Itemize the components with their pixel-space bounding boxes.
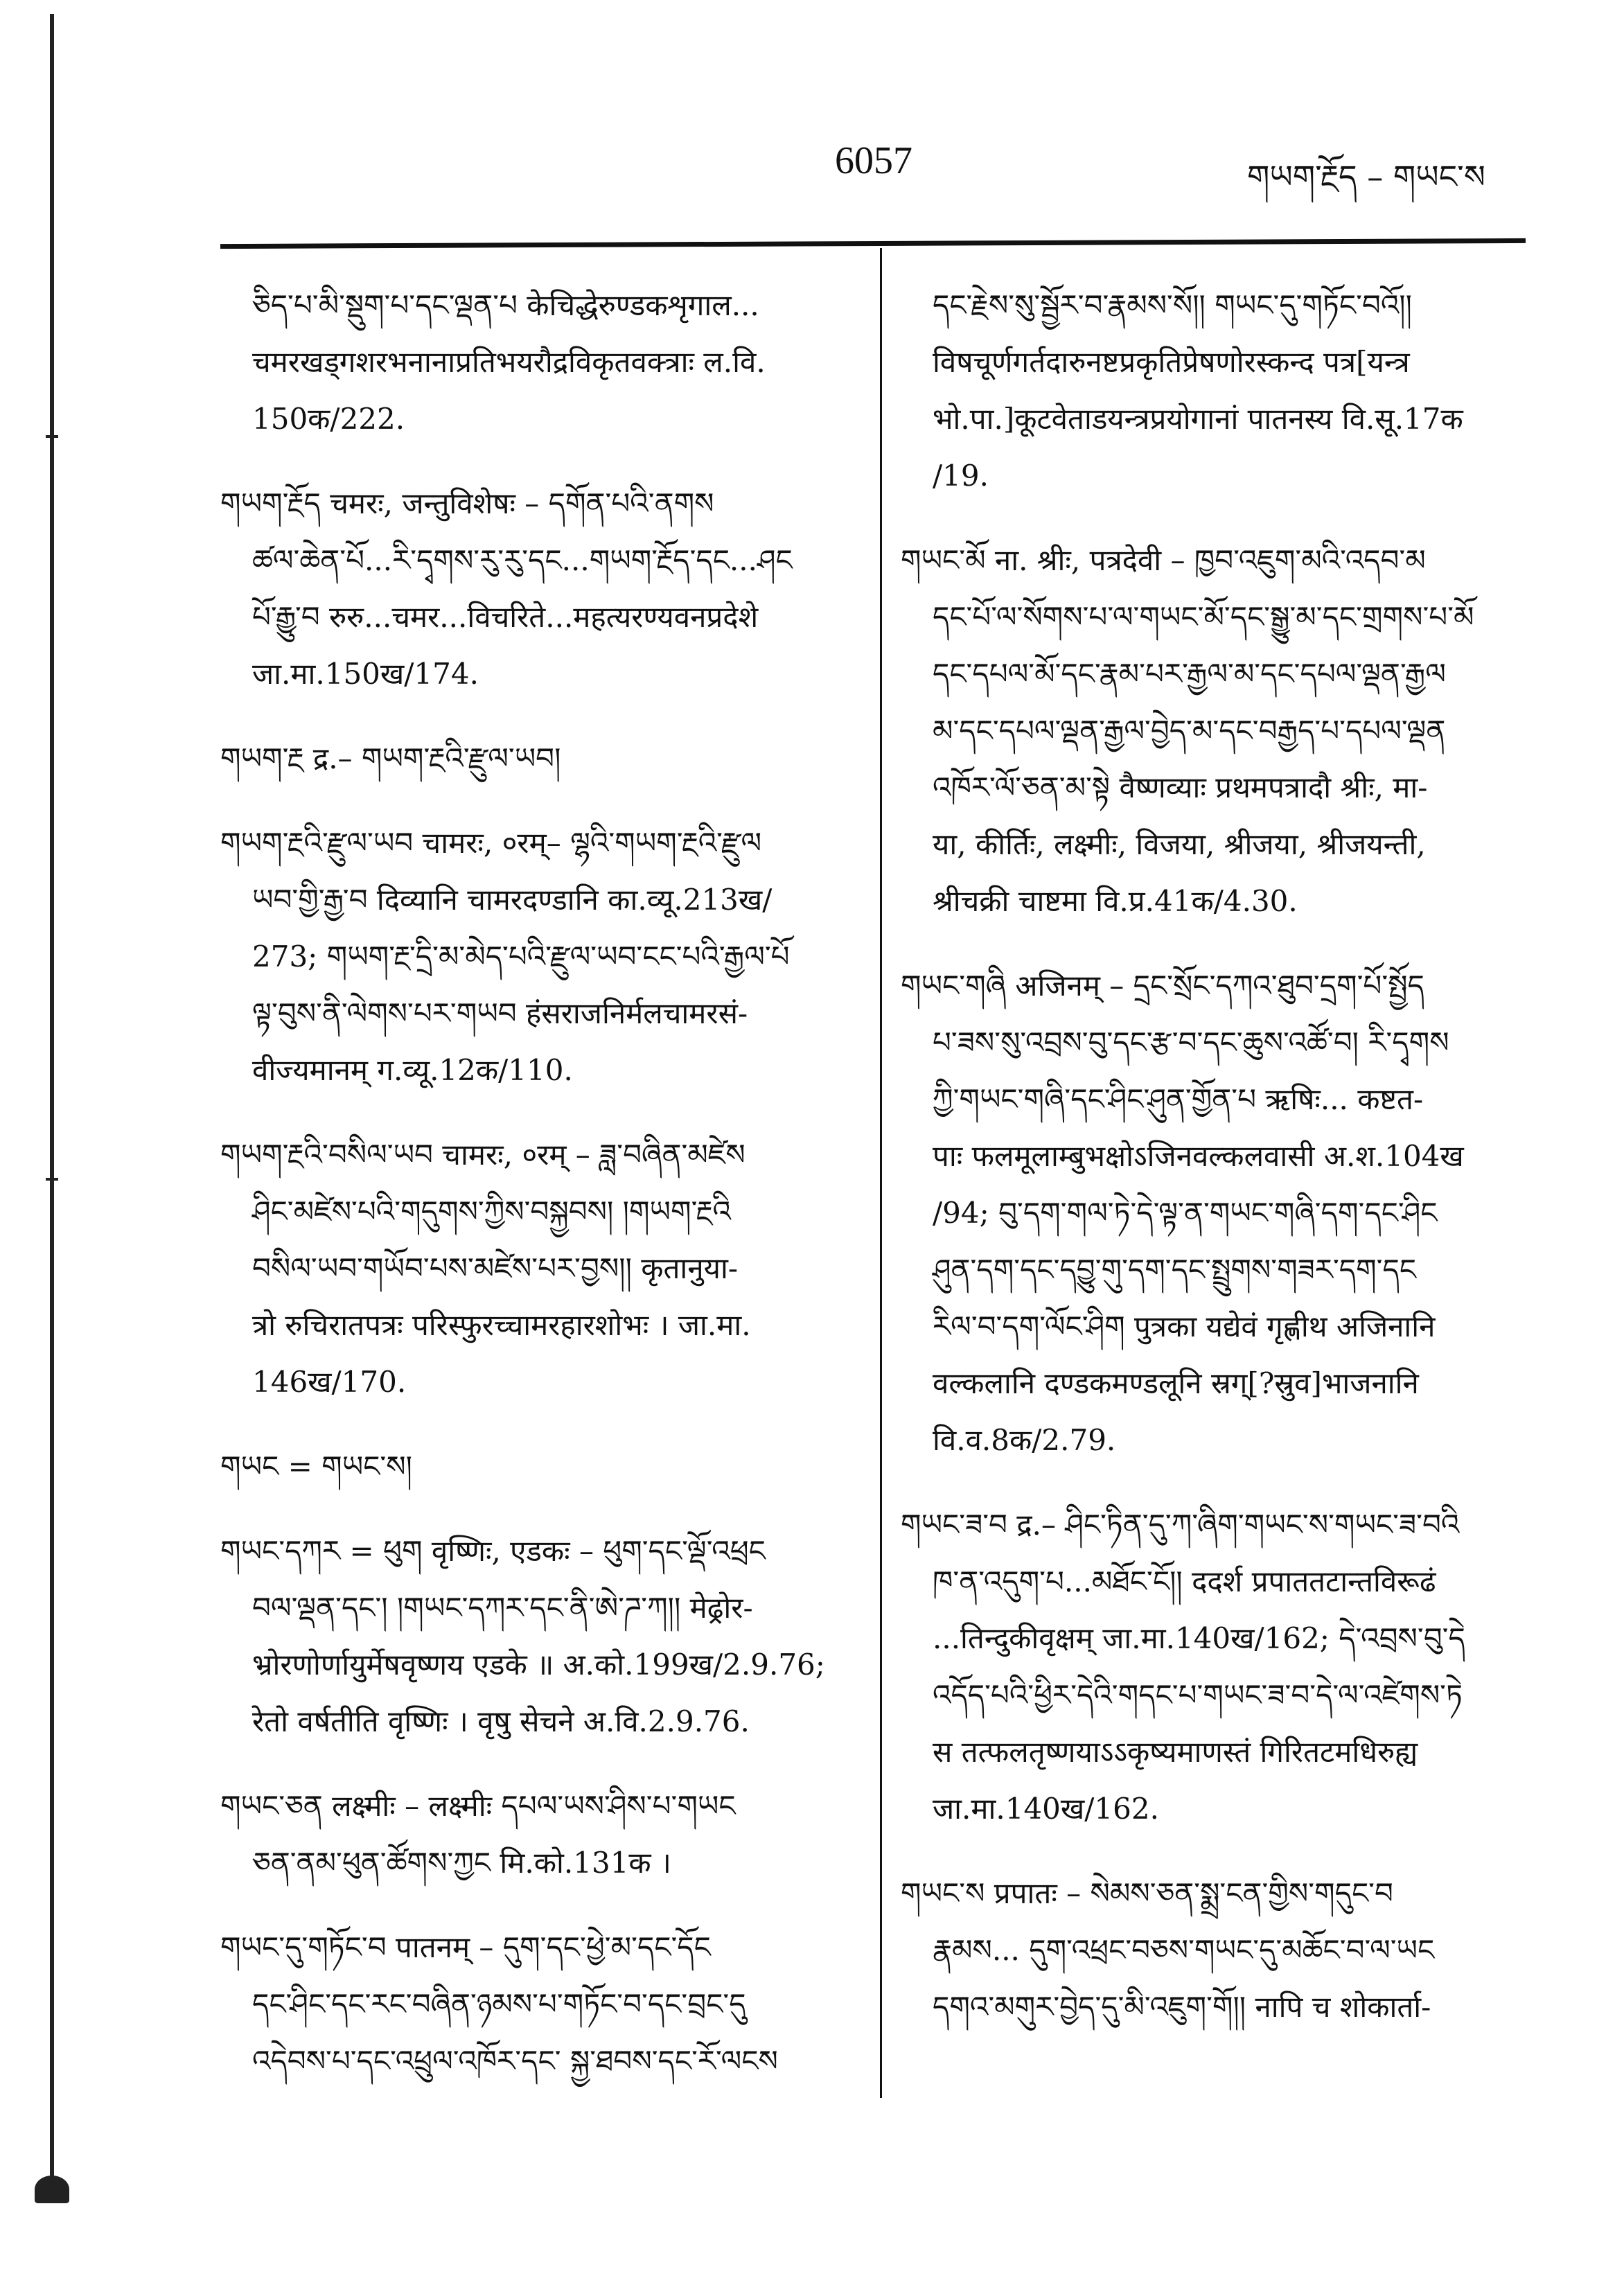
entry-headword-line: གཡག་རྔོད चमरः, जन्तुविशेषः – དགོན་པའི་ནགས [220, 486, 714, 520]
entry-text-line: རྣམས... དུག་འཕྲང་བཅས་གཡང་དུ་མཆོང་བ་ལ་ཡང [933, 1933, 1435, 1967]
entry-text-line: भ्रोरणोर्णायुर्मेषवृष्णय एडके ॥ अ.को.199ख/2.9.76; [252, 1648, 825, 1682]
dictionary-entry [220, 1523, 865, 1750]
entry-text-line: वीज्यमानम् ग.व्यू.12क/110. [252, 1053, 573, 1087]
entry-headword-line: གཡང་ཅན लक्ष्मीः – लक्ष्मीः དཔལ་ཡས་ཤིས་པ་གཡང [220, 1789, 736, 1823]
entry-text-line: དང་པོ་ལ་སོགས་པ་ལ་གཡང་མོ་དང་སྒྱུ་མ་དང་གྲགས་པ་མོ [933, 600, 1474, 634]
entry-text-line: 146ख/170. [252, 1365, 407, 1399]
entry-text-line: པོ་རྒྱུ་བ रुरु...चमर...विचरिते...महत्यरण्यवनप्रदेशे [252, 600, 759, 634]
entry-text-line: 150क/222. [252, 402, 405, 436]
running-head: གཡག་རྔོད – གཡང་ས [1247, 158, 1485, 195]
entry-headword-line: གཡག་རྔའི་རྫུལ་ཡབ चामरः, ०रम्– ལྷའི་གཡག་རྔའི་རྫུལ [220, 826, 762, 860]
entry-text-line: ལྟ་བུས་ནི་ལེགས་པར་གཡབ हंसराजनिर्मलचामरसं- [252, 996, 748, 1030]
entry-text-line: या, कीर्तिः, लक्ष्मीः, विजया, श्रीजया, श्रीजयन्ती, [933, 827, 1426, 861]
entry-text-line: /94; བུ་དག་གལ་ཏེ་དེ་ལྟ་ན་གཡང་གཞི་དག་དང་ཤིང [933, 1196, 1438, 1230]
dictionary-entry [901, 1865, 1531, 2036]
entry-headword-line: གཡག་རྔ द्र.– གཡག་རྔའི་རྫུལ་ཡབ། [220, 741, 561, 775]
entry-text-line: དང་རྗེས་སུ་སྦྱོར་བ་རྣམས་སོ།། གཡང་དུ་གཏོང་བའོ།། [933, 288, 1412, 322]
entry-text-line: 273; གཡག་རྔ་དྲི་མ་མེད་པའི་རྫུལ་ཡབ་ངང་པའི་རྒྱལ་པོ [252, 939, 790, 973]
entry-headword-line: གཡག་རྔའི་བསིལ་ཡབ चामरः, ०रम् – ཟླ་བཞིན་མཛེས [220, 1138, 745, 1172]
entry-text-line: श्रीचक्री चाष्टमा वि.प्र.41क/4.30. [933, 884, 1298, 918]
entry-text-line: ཅིད་པ་མི་སྡུག་པ་དང་ལྡན་པ केचिद्धेरुण्डकशृगाल... [252, 288, 759, 322]
entry-text-line: वल्कलानि दण्डकमण्डलूनि स्रग्[?स्रुव]भाजनानि [933, 1366, 1419, 1400]
entry-text-line: དགའ་མགུར་བྱེད་དུ་མི་འཇུག་གོ།། नापि च शोकार्ता- [933, 1990, 1431, 2024]
margin-tick [46, 435, 58, 438]
entry-headword-line: གཡང = གཡང་ས། [220, 1449, 412, 1483]
entry-text-line: रेतो वर्षतीति वृष्णिः । वृषु सेचने अ.वि.2.9.76. [252, 1704, 750, 1738]
binding-margin-end [35, 2176, 69, 2203]
dictionary-entry [220, 1438, 865, 1495]
entry-text-line: པ་ཟས་སུ་འབྲས་བུ་དང་རྩ་བ་དང་ཆུས་འཚོ་བ། རི་དྭགས [933, 1025, 1449, 1059]
dictionary-entry [901, 958, 1531, 1469]
entry-text-line: जा.मा.150ख/174. [252, 657, 479, 691]
entry-text-line: ཁ་ན་འདུག་པ...མཐོང་ངོ།། ददर्श प्रपाततटान्तविरूढं [933, 1564, 1436, 1598]
entry-text-line: ཤུན་དག་དང་དབྱུ་གུ་དག་དང་སྤྲུགས་གཟར་དག་དང [933, 1253, 1417, 1287]
entry-text-line: ཚལ་ཆེན་པོ...རི་དྭགས་རུ་རུ་དང...གཡག་རྔོད་དང...ཤང [252, 543, 793, 577]
entry-text-line: ཅན་ནམ་ཕུན་ཚོགས་ཀྱང मि.को.131क । [252, 1846, 671, 1880]
entry-text-line: འཁོར་ལོ་ཅན་མ་སྟེ वैष्णव्याः प्रथमपत्रादौ श्रीः, मा- [933, 770, 1428, 804]
entry-headword-line: གཡང་གཞི अजिनम् – དྲང་སྲོང་དཀའ་ཐུབ་དྲག་པོ་སྤྱོད [901, 969, 1424, 1003]
entry-headword-line: གཡང་ས प्रपातः – སེམས་ཅན་སྨྲ་ངན་གྱིས་གདུང་བ [901, 1876, 1393, 1910]
entry-continuation [220, 277, 865, 448]
right-column [901, 277, 1531, 2063]
entry-headword-line: གཡང་མོ ना. श्रीः, पत्रदेवी – ཁྱབ་འཇུག་མའི་འདབ་མ [901, 543, 1426, 577]
entry-text-line: भो.पा.]कूटवेताडयन्त्रप्रयोगानां पातनस्य वि.सू.17क [933, 402, 1463, 436]
entry-text-line: पाः फलमूलाम्बुभक्षोऽजिनवल्कलवासी अ.श.104ख [933, 1139, 1464, 1173]
margin-tick [46, 1178, 58, 1181]
entry-text-line: ...तिन्दुकीवृक्षम् जा.मा.140ख/162; དེ་འབྲས་བུ་དེ [933, 1621, 1465, 1655]
entry-text-line: དང་ཤིང་དང་རང་བཞིན་ཉམས་པ་གཏོང་བ་དང་བྲང་དུ [252, 1987, 746, 2021]
entry-text-line: विषचूर्णगर्तदारुनष्टप्रकृतिप्रेषणोरस्कन्द पत्र[यन्त्र [933, 345, 1410, 379]
entry-text-line: वि.व.8क/2.79. [933, 1423, 1116, 1457]
dictionary-entry [220, 1127, 865, 1411]
entry-headword-line: གཡང་ཟ་བ द्र.– ཤིང་ཏིན་དུ་ཀ་ཞིག་གཡང་ས་གཡང་ཟ་བའི [901, 1508, 1460, 1542]
entry-text-line: /19. [933, 459, 989, 493]
entry-text-line: ཤིང་མཛེས་པའི་གདུགས་ཀྱིས་བསྐྱབས། །གཡག་རྔའི [252, 1194, 731, 1228]
entry-text-line: བལ་ལྡན་དང་། །གཡང་དཀར་དང་ནི་ཨེ་ཌ་ཀ།། मेढ्रोर- [252, 1591, 753, 1625]
entry-text-line: དང་དཔལ་མོ་དང་རྣམ་པར་རྒྱལ་མ་དང་དཔལ་ལྡན་རྒྱལ [933, 657, 1446, 691]
entry-text-line: स तत्फलतृष्णयाऽऽकृष्यमाणस्तं गिरितटमधिरुह्य [933, 1735, 1418, 1769]
column-divider [880, 248, 882, 2098]
entry-text-line: त्रो रुचिरातपत्रः परिस्फुरच्चामरहारशोभः । जा.मा. [252, 1308, 751, 1342]
dictionary-entry [901, 1497, 1531, 1837]
dictionary-entry [220, 815, 865, 1099]
dictionary-entry [220, 730, 865, 787]
entry-headword-line: གཡང་དཀར = ཕུག वृष्णिः, एडकः – ཕུག་དང་ལྡོ་འཕྲང [220, 1534, 766, 1568]
entry-text-line: བསིལ་ཡབ་གཡོབ་པས་མཛེས་པར་བྱས།། कृतानुया- [252, 1251, 739, 1285]
entry-text-line: འདེབས་པ་དང་འཕྲུལ་འཁོར་དང་ སྐྱ་ཐབས་དང་རོ་ལངས [252, 2044, 778, 2078]
entry-text-line: འདོད་པའི་ཕྱིར་དེའི་གདང་པ་གཡང་ཟ་བ་དེ་ལ་འཛེགས་ཏེ [933, 1678, 1463, 1712]
header-rule [220, 238, 1526, 249]
entry-continuation [901, 277, 1531, 504]
dictionary-entry [901, 532, 1531, 930]
dictionary-entry [220, 475, 865, 703]
page-number: 6057 [835, 139, 912, 182]
entry-text-line: རིལ་བ་དག་ལོང་ཤིག पुत्रका यद्येवं गृह्णीथ अजिनानि [933, 1309, 1436, 1343]
entry-text-line: जा.मा.140ख/162. [933, 1792, 1159, 1826]
entry-text-line: चमरखड्गशरभनानाप्रतिभयरौद्रविकृतवक्त्राः ल.वि. [252, 345, 766, 379]
dictionary-entry [220, 1919, 865, 2090]
entry-text-line: ཀྱི་གཡང་གཞི་དང་ཤིང་ཤུན་གྱོན་པ ऋषिः... कष्टत- [933, 1082, 1424, 1116]
entry-text-line: ཡབ་གྱི་རྒྱ་བ दिव्यानि चामरदण्डानि का.व्यू.213ख/ [252, 883, 773, 917]
entry-headword-line: གཡང་དུ་གཏོང་བ पातनम् – དུག་དང་ཕྱེ་མ་དང་དོང [220, 1930, 711, 1964]
dictionary-entry [220, 1778, 865, 1891]
entry-text-line: མ་དང་དཔལ་ལྡན་རྒྱལ་བྱེད་མ་དང་བརྒྱད་པ་དཔལ་ལྡན [933, 714, 1446, 748]
binding-margin-line [50, 14, 54, 2182]
left-column [220, 277, 865, 2117]
